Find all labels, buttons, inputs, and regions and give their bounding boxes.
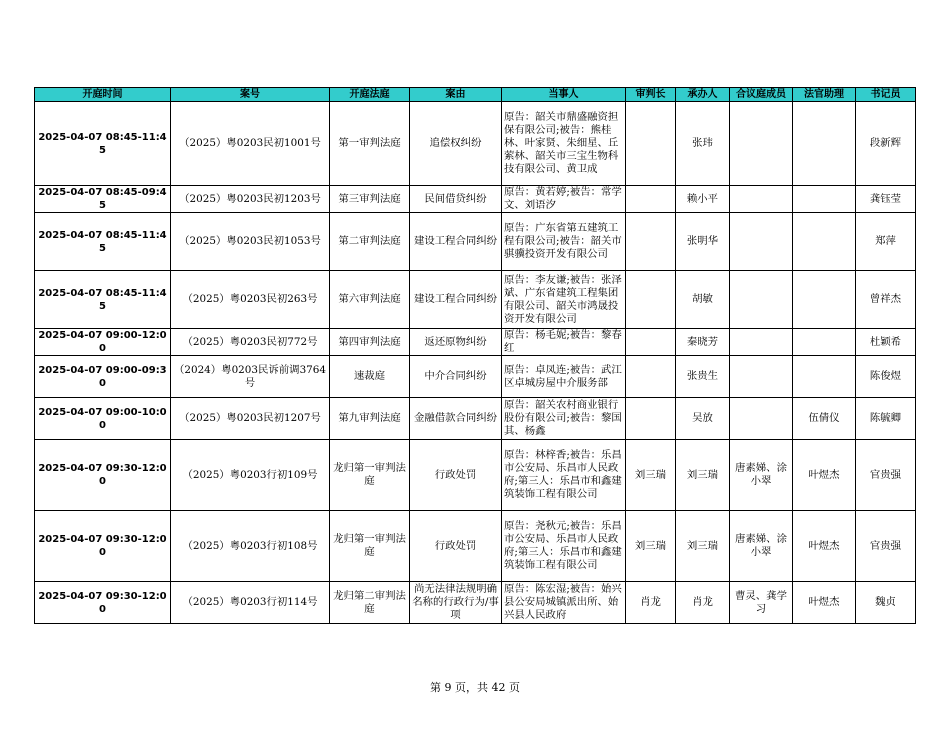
cause-cell: 尚无法律法规明确名称的行政行为/事项 [410,582,502,624]
table-row [35,102,916,186]
judge-assistant-cell [793,329,856,356]
courtroom-cell: 第二审判法庭 [330,213,410,271]
chief-judge-cell [626,102,676,186]
cause-cell: 建设工程合同纠纷 [410,271,502,329]
courtroom-cell: 速裁庭 [330,356,410,398]
handler-cell: 肖龙 [676,582,730,624]
handler-cell: 吴放 [676,398,730,440]
panel-members-cell [730,102,793,186]
chief-judge-cell [626,271,676,329]
clerk-cell: 魏贞 [856,582,916,624]
case-number-cell: （2025）粤0203行初108号 [171,511,330,582]
table-row [35,356,916,398]
handler-cell: 赖小平 [676,186,730,213]
cause-cell: 中介合同纠纷 [410,356,502,398]
judge-assistant-cell [793,356,856,398]
hearing-time-cell: 2025-04-07 08:45-11:45 [35,271,171,329]
judge-assistant-cell: 叶煜杰 [793,440,856,511]
chief-judge-cell: 刘三瑞 [626,511,676,582]
cause-cell: 民间借贷纠纷 [410,186,502,213]
judge-assistant-cell: 伍倩仪 [793,398,856,440]
courtroom-cell: 龙归第一审判法庭 [330,440,410,511]
page-footer: 第 9 页，共 42 页 [430,681,520,694]
header-clerk: 书记员 [856,88,916,102]
hearing-schedule-table [34,87,916,624]
chief-judge-cell [626,329,676,356]
hearing-time-cell: 2025-04-07 09:00-12:00 [35,329,171,356]
table-row [35,440,916,511]
cause-cell: 行政处罚 [410,511,502,582]
parties-cell: 原告：尧秋元;被告：乐昌市公安局、乐昌市人民政府;第三人：乐昌市和鑫建筑装饰工程有限公司 [502,511,626,582]
clerk-cell: 郑萍 [856,213,916,271]
case-number-cell: （2025）粤0203民初1207号 [171,398,330,440]
hearing-time-cell: 2025-04-07 09:30-12:00 [35,440,171,511]
hearing-time-cell: 2025-04-07 08:45-11:45 [35,213,171,271]
clerk-cell: 官贵强 [856,511,916,582]
parties-cell: 原告：黄若婷;被告：常学文、刘语汐 [502,186,626,213]
judge-assistant-cell: 叶煜杰 [793,511,856,582]
courtroom-cell: 龙归第二审判法庭 [330,582,410,624]
cause-cell: 金融借款合同纠纷 [410,398,502,440]
courtroom-cell: 第六审判法庭 [330,271,410,329]
header-parties: 当事人 [502,88,626,102]
header-hearing-time: 开庭时间 [35,88,171,102]
courtroom-cell: 第四审判法庭 [330,329,410,356]
case-number-cell: （2025）粤0203民初263号 [171,271,330,329]
table-row [35,511,916,582]
panel-members-cell [730,329,793,356]
panel-members-cell [730,356,793,398]
panel-members-cell [730,186,793,213]
table-row [35,398,916,440]
header-judge-assistant: 法官助理 [793,88,856,102]
clerk-cell: 龚钰莹 [856,186,916,213]
hearing-time-cell: 2025-04-07 08:45-09:45 [35,186,171,213]
hearing-time-cell: 2025-04-07 08:45-11:45 [35,102,171,186]
table-row [35,186,916,213]
clerk-cell: 曾祥杰 [856,271,916,329]
clerk-cell: 杜颖希 [856,329,916,356]
judge-assistant-cell [793,213,856,271]
panel-members-cell: 唐素娣、涂小翠 [730,440,793,511]
handler-cell: 张贵生 [676,356,730,398]
clerk-cell: 段新辉 [856,102,916,186]
panel-members-cell: 曹灵、龚学习 [730,582,793,624]
parties-cell: 原告：广东省第五建筑工程有限公司;被告：韶关市骐骥投资开发有限公司 [502,213,626,271]
hearing-time-cell: 2025-04-07 09:30-12:00 [35,511,171,582]
panel-members-cell: 唐素娣、涂小翠 [730,511,793,582]
parties-cell: 原告：林梓香;被告：乐昌市公安局、乐昌市人民政府;第三人：乐昌市和鑫建筑装饰工程有限公司 [502,440,626,511]
header-cause: 案由 [410,88,502,102]
case-number-cell: （2025）粤0203民初772号 [171,329,330,356]
table-row [35,271,916,329]
judge-assistant-cell [793,102,856,186]
case-number-cell: （2025）粤0203民初1001号 [171,102,330,186]
judge-assistant-cell: 叶煜杰 [793,582,856,624]
parties-cell: 原告：李友谦;被告：张泽斌、广东省建筑工程集团有限公司、韶关市鸿晟投资开发有限公司 [502,271,626,329]
chief-judge-cell [626,398,676,440]
case-number-cell: （2025）粤0203行初109号 [171,440,330,511]
chief-judge-cell: 肖龙 [626,582,676,624]
judge-assistant-cell [793,186,856,213]
parties-cell: 原告：韶关市鼎盛融资担保有限公司;被告：熊桂林、叶家贤、朱细星、丘萦林、韶关市三宝生物科技有限公司、黄卫成 [502,102,626,186]
table-row [35,329,916,356]
case-number-cell: （2025）粤0203民初1053号 [171,213,330,271]
header-chief-judge: 审判长 [626,88,676,102]
header-case-number: 案号 [171,88,330,102]
handler-cell: 刘三瑞 [676,511,730,582]
handler-cell: 胡敏 [676,271,730,329]
courtroom-cell: 第九审判法庭 [330,398,410,440]
parties-cell: 原告：杨毛妮;被告：黎春红 [502,329,626,356]
table-row [35,213,916,271]
chief-judge-cell: 刘三瑞 [626,440,676,511]
courtroom-cell: 龙归第一审判法庭 [330,511,410,582]
courtroom-cell: 第三审判法庭 [330,186,410,213]
cause-cell: 追偿权纠纷 [410,102,502,186]
chief-judge-cell [626,213,676,271]
cause-cell: 建设工程合同纠纷 [410,213,502,271]
case-number-cell: （2025）粤0203民初1203号 [171,186,330,213]
header-handler: 承办人 [676,88,730,102]
panel-members-cell [730,213,793,271]
case-number-cell: （2025）粤0203行初114号 [171,582,330,624]
cause-cell: 返还原物纠纷 [410,329,502,356]
chief-judge-cell [626,356,676,398]
handler-cell: 刘三瑞 [676,440,730,511]
case-number-cell: （2024）粤0203民诉前调3764号 [171,356,330,398]
table-header-row [35,88,916,102]
hearing-time-cell: 2025-04-07 09:00-10:00 [35,398,171,440]
clerk-cell: 官贵强 [856,440,916,511]
table-row [35,582,916,624]
panel-members-cell [730,398,793,440]
judge-assistant-cell [793,271,856,329]
header-courtroom: 开庭法庭 [330,88,410,102]
clerk-cell: 陈俊煜 [856,356,916,398]
cause-cell: 行政处罚 [410,440,502,511]
header-panel-members: 合议庭成员 [730,88,793,102]
handler-cell: 张明华 [676,213,730,271]
parties-cell: 原告：韶关农村商业银行股份有限公司;被告：黎国其、杨鑫 [502,398,626,440]
hearing-time-cell: 2025-04-07 09:00-09:30 [35,356,171,398]
courtroom-cell: 第一审判法庭 [330,102,410,186]
hearing-time-cell: 2025-04-07 09:30-12:00 [35,582,171,624]
parties-cell: 原告：陈宏湿;被告：始兴县公安局城镇派出所、始兴县人民政府 [502,582,626,624]
handler-cell: 秦晓芳 [676,329,730,356]
parties-cell: 原告：卓凤连;被告：武江区卓城房屋中介服务部 [502,356,626,398]
clerk-cell: 陈毓卿 [856,398,916,440]
chief-judge-cell [626,186,676,213]
handler-cell: 张玮 [676,102,730,186]
panel-members-cell [730,271,793,329]
